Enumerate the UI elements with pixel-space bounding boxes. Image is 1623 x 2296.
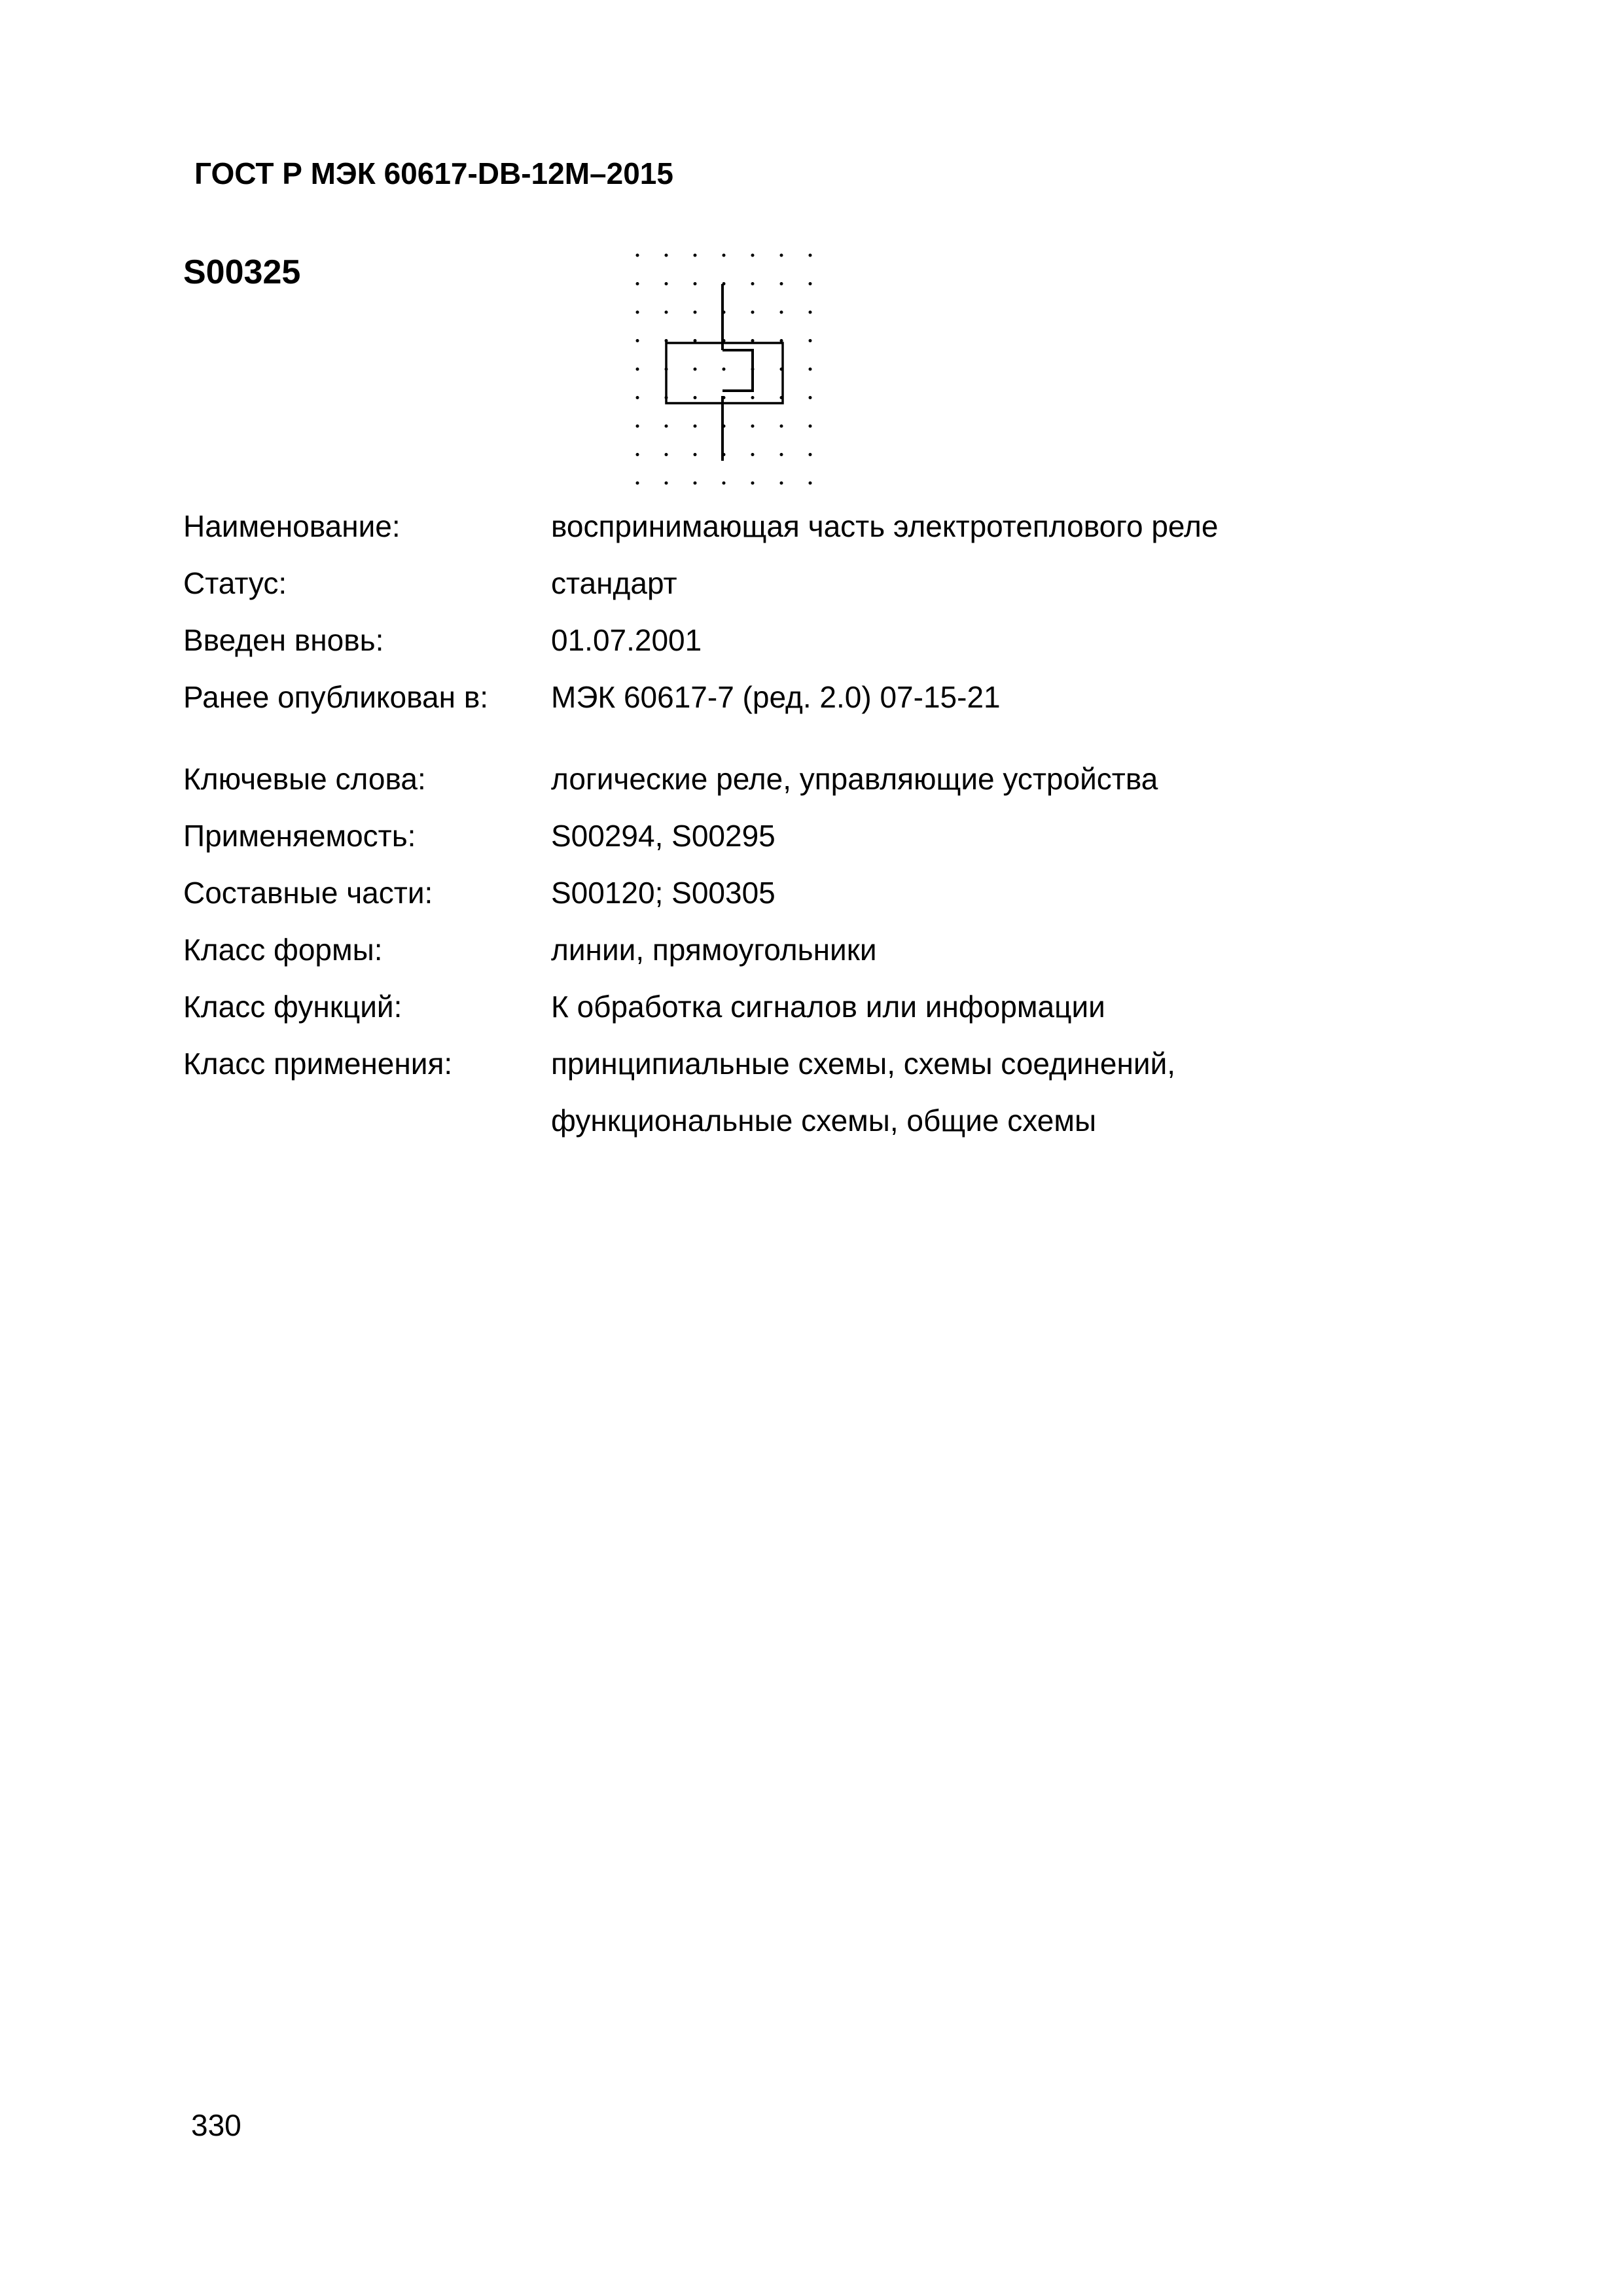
thermal-element xyxy=(722,350,753,391)
property-row-published-in xyxy=(183,668,1427,725)
property-label: Введен вновь: xyxy=(183,622,384,657)
property-value: S00294, S00295 xyxy=(551,818,776,853)
property-label: Класс применения: xyxy=(183,1046,453,1081)
property-label: Составные части: xyxy=(183,875,433,910)
symbol-code: S00325 xyxy=(183,253,301,291)
property-label: Класс функций: xyxy=(183,989,402,1024)
property-row-name xyxy=(183,497,1427,554)
property-label: Класс формы: xyxy=(183,932,383,967)
grid-dot xyxy=(751,482,755,485)
grid-dot xyxy=(809,339,812,342)
grid-dot xyxy=(636,482,639,485)
grid-dot xyxy=(722,482,726,485)
grid-dot xyxy=(809,311,812,314)
grid-dot xyxy=(694,396,697,399)
grid-dot xyxy=(694,368,697,371)
grid-dot xyxy=(694,453,697,456)
property-label: Применяемость: xyxy=(183,818,416,853)
property-row-components xyxy=(183,864,1427,921)
property-label: Ключевые слова: xyxy=(183,761,426,796)
property-label: Ранее опубликован в: xyxy=(183,679,489,714)
grid-dot xyxy=(780,282,783,285)
grid-dot xyxy=(636,254,639,257)
grid-dot xyxy=(665,453,668,456)
property-value: К обработка сигналов или информации xyxy=(551,989,1105,1024)
property-value: 01.07.2001 xyxy=(551,622,702,657)
grid-dot xyxy=(751,425,755,428)
standard-header: ГОСТ Р МЭК 60617-DB-12M–2015 xyxy=(194,156,673,190)
property-value: S00120; S00305 xyxy=(551,875,776,910)
grid-dot xyxy=(751,453,755,456)
grid-dot xyxy=(636,368,639,371)
property-row-applicability xyxy=(183,807,1427,864)
property-label: Статус: xyxy=(183,565,287,600)
property-row-shape-class xyxy=(183,921,1427,978)
property-row-status xyxy=(183,554,1427,611)
thermal-relay-symbol xyxy=(622,242,818,491)
property-value: логические реле, управляющие устройства xyxy=(551,761,1158,796)
property-label: Наименование: xyxy=(183,509,401,543)
grid-dot xyxy=(780,453,783,456)
grid-dot xyxy=(809,425,812,428)
property-row-application-class xyxy=(183,1035,1427,1092)
grid-dot xyxy=(665,425,668,428)
grid-dot xyxy=(694,482,697,485)
grid-dot xyxy=(665,482,668,485)
grid-dot xyxy=(694,425,697,428)
grid-dot xyxy=(809,254,812,257)
property-value: линии, прямоугольники xyxy=(551,932,877,967)
grid-dot xyxy=(809,368,812,371)
grid-dot xyxy=(809,482,812,485)
grid-dot xyxy=(780,425,783,428)
property-row-introduced xyxy=(183,611,1427,668)
grid-dot xyxy=(636,311,639,314)
grid-dot xyxy=(809,396,812,399)
grid-dot xyxy=(751,311,755,314)
grid-dot xyxy=(722,254,726,257)
grid-dot xyxy=(636,339,639,342)
grid-dot xyxy=(694,254,697,257)
page-number: 330 xyxy=(191,2108,241,2142)
property-value: МЭК 60617-7 (ред. 2.0) 07-15-21 xyxy=(551,679,1001,714)
grid-dot xyxy=(722,368,726,371)
property-value: воспринимающая часть электротеплового реле xyxy=(551,509,1219,543)
property-row-function-class xyxy=(183,978,1427,1035)
grid-dot xyxy=(780,254,783,257)
grid-dot xyxy=(665,282,668,285)
relay-body-rectangle xyxy=(666,343,783,403)
grid-dot xyxy=(636,453,639,456)
grid-dot xyxy=(751,254,755,257)
property-value: функциональные схемы, общие схемы xyxy=(551,1103,1097,1138)
grid-dot xyxy=(751,282,755,285)
grid-dot xyxy=(780,311,783,314)
grid-dot xyxy=(636,282,639,285)
group-spacer xyxy=(183,725,1427,750)
grid-dot xyxy=(665,254,668,257)
property-value: принципиальные схемы, схемы соединений, xyxy=(551,1046,1176,1081)
properties-table xyxy=(183,497,1427,1149)
grid-dot xyxy=(694,311,697,314)
grid-dot xyxy=(694,282,697,285)
grid-dot xyxy=(636,425,639,428)
grid-dot xyxy=(751,396,755,399)
grid-dot xyxy=(780,482,783,485)
grid-dot xyxy=(809,453,812,456)
property-row-keywords xyxy=(183,750,1427,807)
property-row-application-class-cont xyxy=(183,1092,1427,1149)
grid-dot xyxy=(636,396,639,399)
grid-dot xyxy=(665,311,668,314)
grid-dot xyxy=(809,282,812,285)
property-value: стандарт xyxy=(551,565,677,600)
